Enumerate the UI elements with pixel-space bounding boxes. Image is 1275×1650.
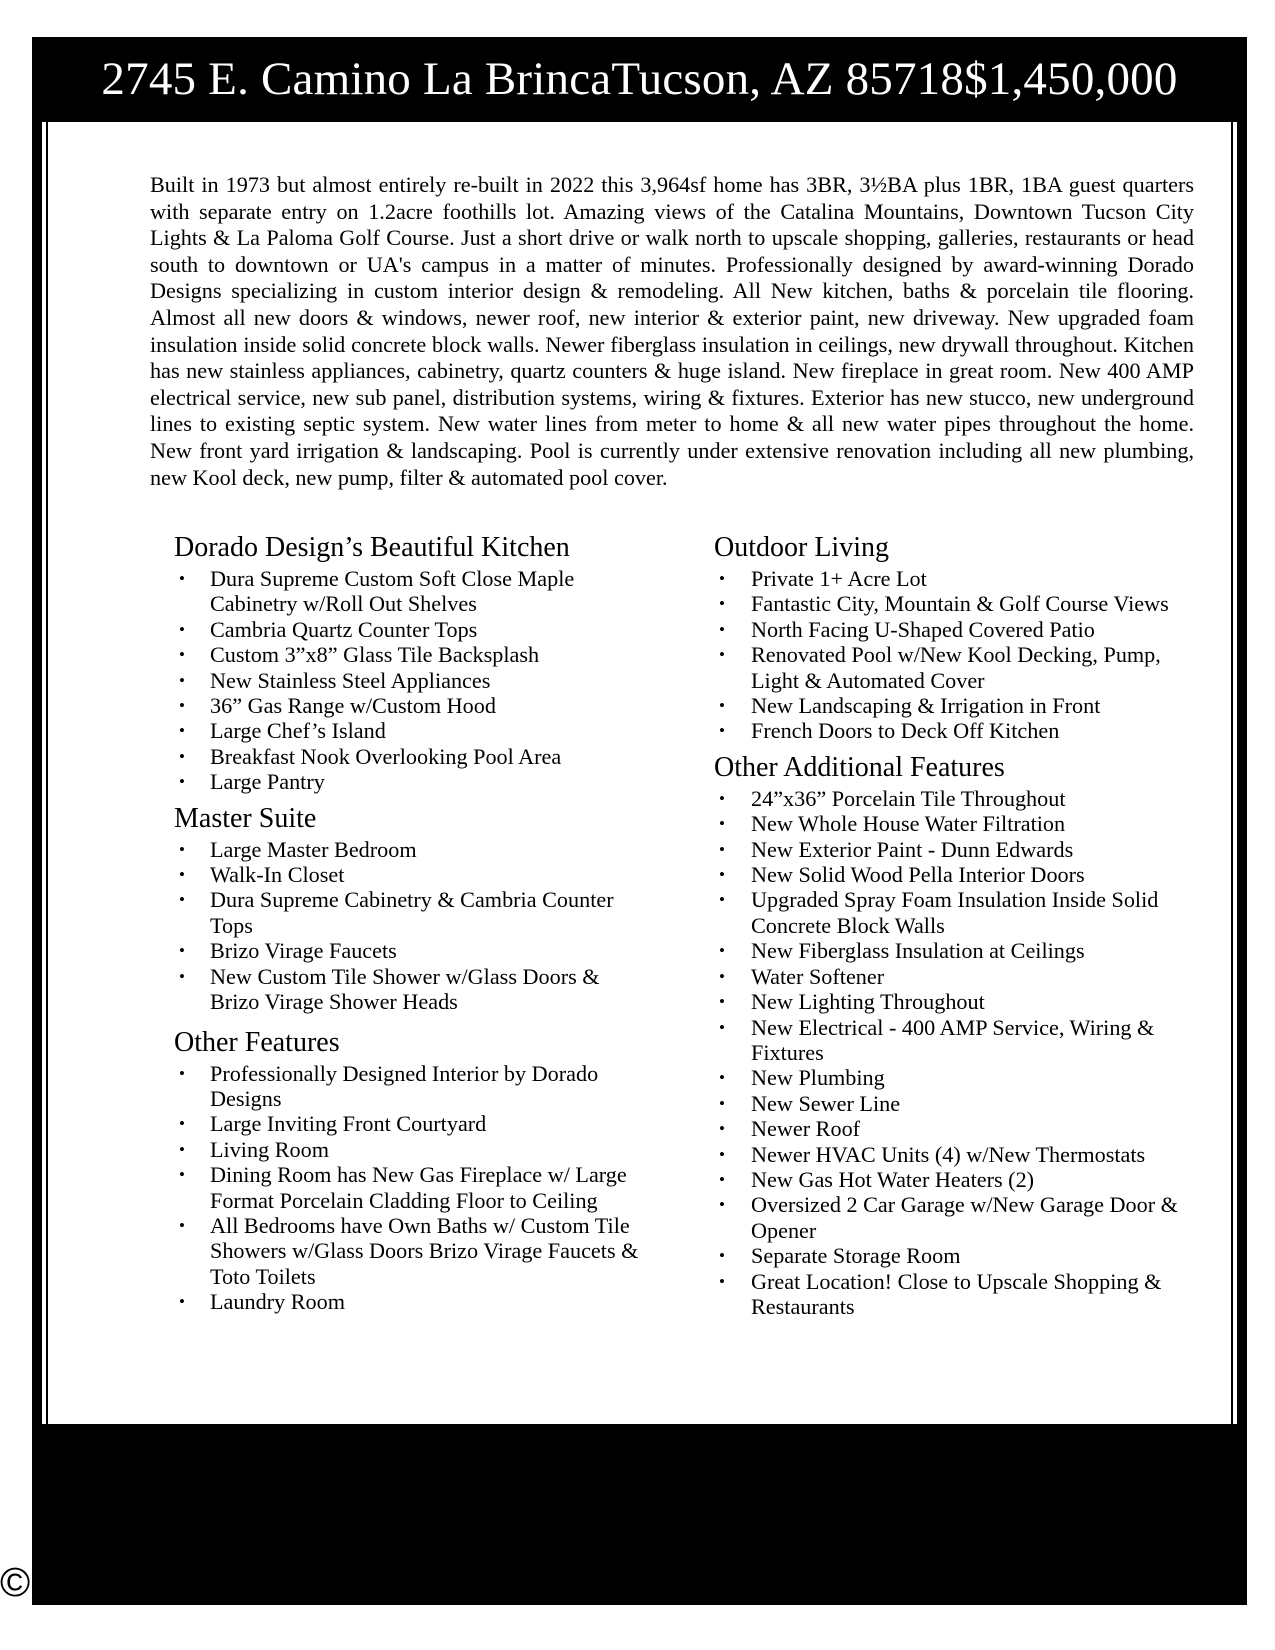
- list-item: • Dura Supreme Cabinetry & Cambria Counter Tops: [174, 887, 654, 938]
- list-item: • New Gas Hot Water Heaters (2): [714, 1167, 1204, 1192]
- left-border-inner: [46, 122, 48, 1424]
- right-border-inner: [1231, 122, 1233, 1424]
- price: $1,450,000: [964, 53, 1178, 105]
- city-state-zip: Tucson, AZ 85718: [611, 53, 965, 105]
- list-item: • Oversized 2 Car Garage w/New Garage Door & Opener: [714, 1192, 1204, 1243]
- left-column: [174, 532, 654, 1323]
- list-item: • Separate Storage Room: [714, 1243, 1204, 1268]
- additional-features-list: [714, 786, 1204, 1320]
- list-item: • New Sewer Line: [714, 1091, 1204, 1116]
- list-item: • Large Inviting Front Courtyard: [174, 1111, 654, 1136]
- list-item: • New Custom Tile Shower w/Glass Doors & Brizo Virage Shower Heads: [174, 964, 654, 1015]
- list-item: • Large Pantry: [174, 769, 654, 794]
- list-item: • Dura Supreme Custom Soft Close Maple Cabinetry w/Roll Out Shelves: [174, 566, 654, 617]
- list-item: • Large Master Bedroom: [174, 837, 654, 862]
- flyer-sheet: [32, 37, 1247, 1629]
- section-title-outdoor-living: Outdoor Living: [714, 532, 889, 563]
- list-item: • New Whole House Water Filtration: [714, 811, 1204, 836]
- content-panel: [39, 122, 1240, 1424]
- list-item: • Dining Room has New Gas Fireplace w/ Large Format Porcelain Cladding Floor to Ceiling: [174, 1162, 654, 1213]
- right-border-outer: [1237, 122, 1240, 1424]
- list-item: • Water Softener: [714, 964, 1204, 989]
- list-item: • All Bedrooms have Own Baths w/ Custom Tile Showers w/Glass Doors Brizo Virage Faucets & Toto Toilets: [174, 1213, 654, 1289]
- address: 2745 E. Camino La Brinca: [101, 53, 612, 105]
- other-features-list: [174, 1061, 654, 1315]
- list-item: • 36” Gas Range w/Custom Hood: [174, 693, 654, 718]
- list-item: • New Stainless Steel Appliances: [174, 668, 654, 693]
- copyright-watermark: ©2022 MLSSAZ: [0, 1559, 297, 1605]
- list-item: • New Lighting Throughout: [714, 989, 1204, 1014]
- kitchen-list: [174, 566, 654, 795]
- list-item: • New Plumbing: [714, 1065, 1204, 1090]
- list-item: • French Doors to Deck Off Kitchen: [714, 718, 1204, 743]
- list-item: • New Exterior Paint - Dunn Edwards: [714, 837, 1204, 862]
- list-item: • Cambria Quartz Counter Tops: [174, 617, 654, 642]
- section-title-master-suite: Master Suite: [174, 802, 317, 834]
- section-title-kitchen: Dorado Design’s Beautiful Kitchen: [174, 532, 570, 563]
- outdoor-living-list: [714, 566, 1204, 744]
- property-description: Built in 1973 but almost entirely re-built in 2022 this 3,964sf home has 3BR, 3½BA plus 1BR, 1BA guest quarters with separate entry on 1.2acre foothills lot. Amazing views of the Catalina Mountains, Downtown Tucson City Lights & La Paloma Golf Course. Just a short drive or walk north to upscale shopping, galleries, restaurants or head south to downtown or UA's campus in a matter of minutes. Professionally designed by award-winning Dorado Designs specializing in custom interior design & remodeling. All New kitchen, baths & porcelain tile flooring. Almost all new doors & windows, newer roof, new interior & exterior paint, new driveway. New upgraded foam insulation inside solid concrete block walls. Newer fiberglass insulation in ceilings, new drywall throughout. Kitchen has new stainless appliances, cabinetry, quartz counters & huge island. New fireplace in great room. New 400 AMP electrical service, new sub panel, distribution systems, wiring & fixtures. Exterior has new stucco, new underground lines to existing septic system. New water lines from meter to home & all new water pipes throughout the home. New front yard irrigation & landscaping. Pool is currently under extensive renovation including all new plumbing, new Kool deck, new pump, filter & automated pool cover.: [150, 172, 1194, 490]
- list-item: • New Fiberglass Insulation at Ceilings: [714, 938, 1204, 963]
- list-item: • North Facing U-Shaped Covered Patio: [714, 617, 1204, 642]
- list-item: • Laundry Room: [174, 1289, 654, 1314]
- list-item: • Upgraded Spray Foam Insulation Inside Solid Concrete Block Walls: [714, 887, 1204, 938]
- section-title-additional-features: Other Additional Features: [714, 751, 1005, 783]
- section-title-other-features: Other Features: [174, 1026, 340, 1058]
- list-item: • 24”x36” Porcelain Tile Throughout: [714, 786, 1204, 811]
- list-item: • Custom 3”x8” Glass Tile Backsplash: [174, 642, 654, 667]
- list-item: • New Solid Wood Pella Interior Doors: [714, 862, 1204, 887]
- list-item: • Professionally Designed Interior by Dorado Designs: [174, 1061, 654, 1112]
- list-item: • Great Location! Close to Upscale Shopping & Restaurants: [714, 1269, 1204, 1320]
- list-item: • New Electrical - 400 AMP Service, Wiring & Fixtures: [714, 1015, 1204, 1066]
- list-item: • Renovated Pool w/New Kool Decking, Pump, Light & Automated Cover: [714, 642, 1204, 693]
- list-item: • Newer Roof: [714, 1116, 1204, 1141]
- list-item: • Walk-In Closet: [174, 862, 654, 887]
- list-item: • Living Room: [174, 1137, 654, 1162]
- right-column: [714, 532, 1204, 1327]
- list-item: • Newer HVAC Units (4) w/New Thermostats: [714, 1142, 1204, 1167]
- left-border-outer: [39, 122, 42, 1424]
- list-item: • Private 1+ Acre Lot: [714, 566, 1204, 591]
- list-item: • New Landscaping & Irrigation in Front: [714, 693, 1204, 718]
- list-item: • Fantastic City, Mountain & Golf Course Views: [714, 591, 1204, 616]
- list-item: • Breakfast Nook Overlooking Pool Area: [174, 744, 654, 769]
- list-item: • Large Chef’s Island: [174, 718, 654, 743]
- list-item: • Brizo Virage Faucets: [174, 938, 654, 963]
- disclaimer: All Information Deemed Reliable But Not Guaranteed: [445, 1612, 794, 1629]
- title-bar: [32, 37, 1247, 121]
- master-suite-list: [174, 837, 654, 1015]
